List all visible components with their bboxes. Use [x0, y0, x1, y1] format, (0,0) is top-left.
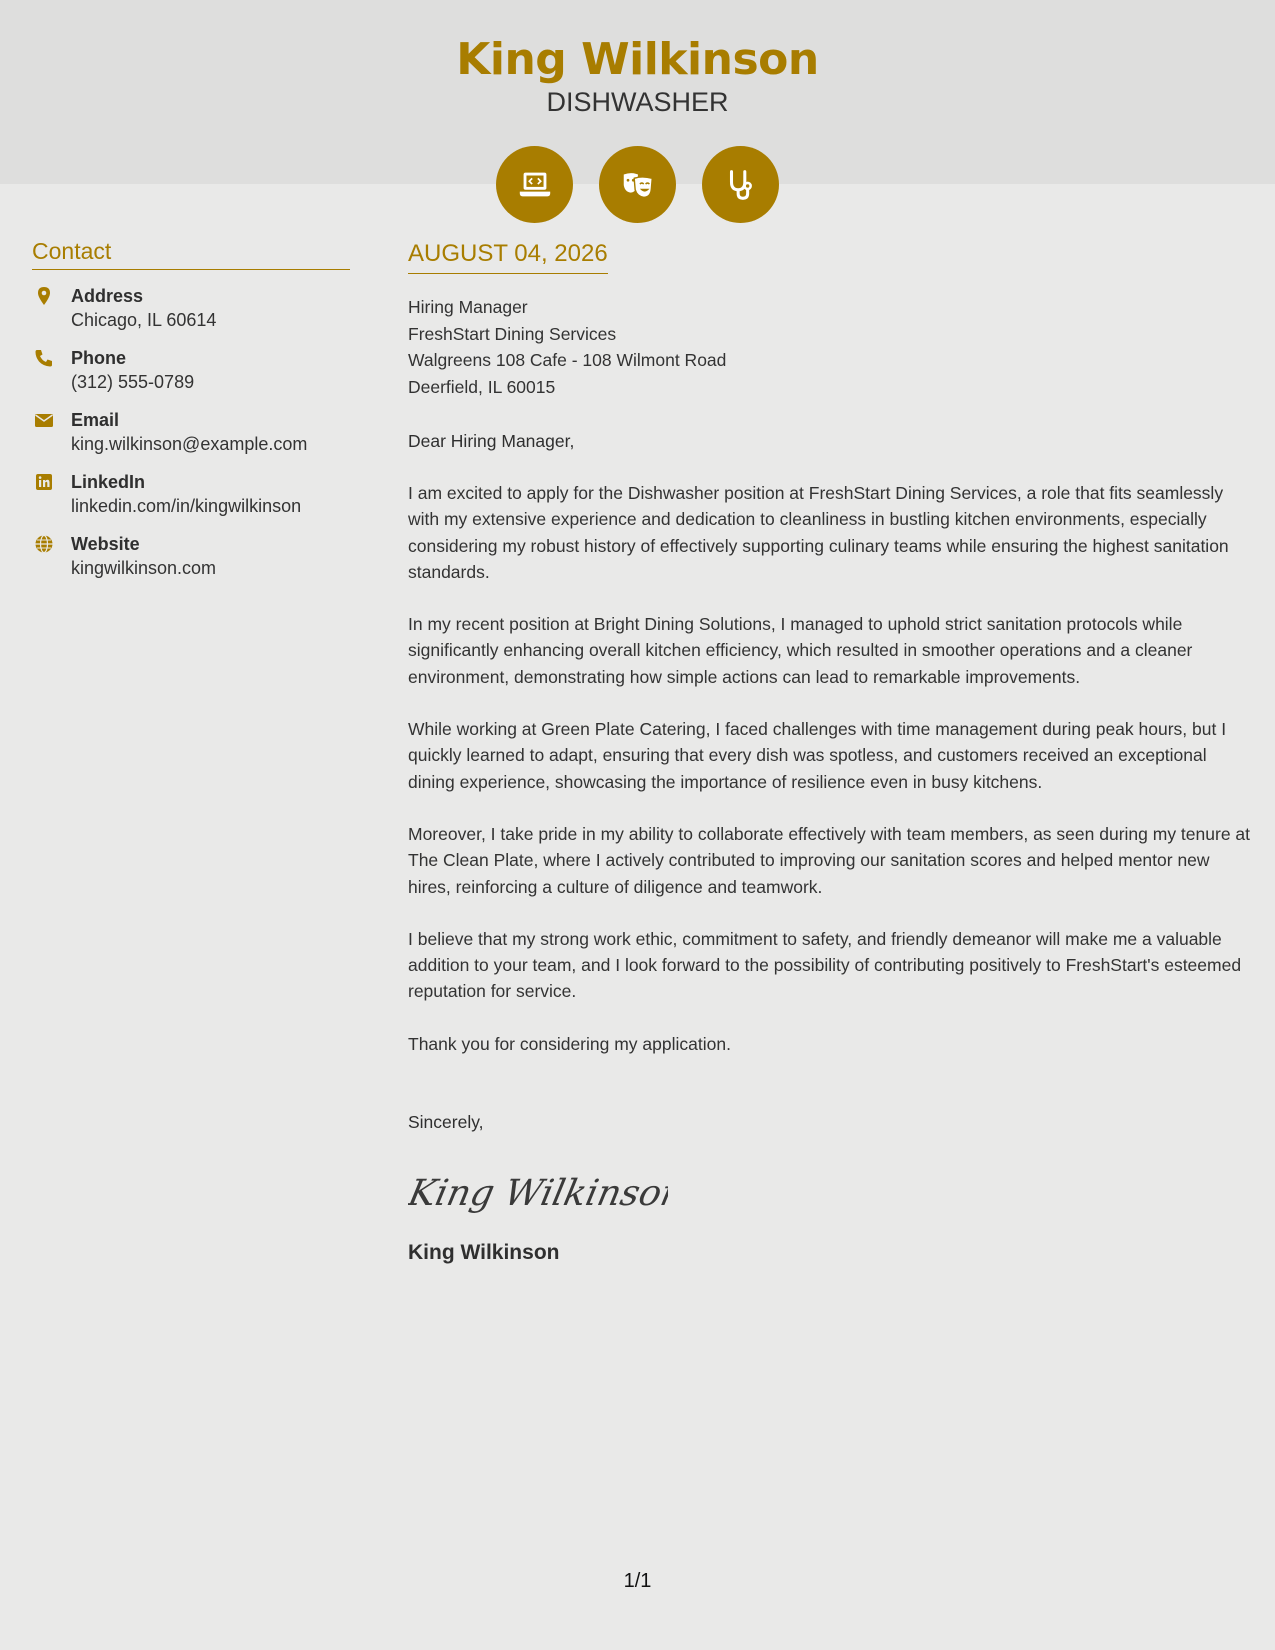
letter-paragraph: I believe that my strong work ethic, commitment to safety, and friendly demeanor will make me a valuable addition to your team, and I look forward to the possibility of contributing positively to FreshStart's esteemed reputation for service. — [408, 928, 1242, 1002]
recipient-line: Deerfield, IL 60015 — [408, 376, 556, 397]
letter-paragraph: Thank you for considering my application. — [408, 1033, 731, 1054]
contact-label: Address — [71, 286, 144, 306]
job-title: DISHWASHER — [546, 87, 729, 117]
envelope-icon — [34, 410, 54, 430]
letter-paragraph: I am excited to apply for the Dishwasher position at FreshStart Dining Services, a role that fits seamlessly with my extensive experience and dedication to cleanliness in bustling kitchen environments, especially considering my robust history of effectively supporting culinary teams while ensuring the highest sanitation standards. — [408, 483, 1229, 582]
recipient-block — [408, 294, 1253, 400]
contact-address — [32, 284, 350, 332]
contact-linkedin — [32, 470, 350, 518]
contact-label: LinkedIn — [71, 472, 146, 492]
contact-website — [32, 532, 350, 580]
globe-icon — [34, 534, 54, 554]
contact-email — [32, 408, 350, 456]
letter-body — [408, 240, 1253, 1265]
contact-label: Phone — [71, 348, 127, 368]
signature-text: King Wilkinson — [408, 1171, 668, 1214]
salutation: Dear Hiring Manager, — [408, 431, 575, 451]
header-icons — [496, 146, 779, 223]
recipient-line: Walgreens 108 Cafe - 108 Wilmont Road — [408, 350, 727, 370]
letter-date: AUGUST 04, 2026 — [408, 240, 608, 274]
page-number: 1/1 — [623, 1570, 652, 1592]
contact-value: linkedin.com/in/kingwilkinson — [71, 496, 302, 516]
theater-masks-icon — [599, 146, 676, 223]
contact-heading: Contact — [32, 238, 350, 270]
letter-paragraph: In my recent position at Bright Dining Solutions, I managed to uphold strict sanitation protocols while significantly enhancing overall kitchen efficiency, which resulted in smoother operations and a cleaner environment, demonstrating how simple actions can lead to remarkable improvements. — [408, 614, 1193, 687]
location-pin-icon — [34, 286, 54, 306]
letter-paragraph: Moreover, I take pride in my ability to collaborate effectively with team members, as seen during my tenure at The Clean Plate, where I actively contributed to improving our sanitation scores and helped mentor new hires, reinforcing a culture of diligence and teamwork. — [408, 823, 1251, 897]
contact-value: Chicago, IL 60614 — [71, 310, 217, 330]
signer-name: King Wilkinson — [408, 1241, 560, 1265]
contact-sidebar — [32, 238, 350, 594]
closing: Sincerely, — [408, 1112, 484, 1133]
recipient-line: Hiring Manager — [408, 297, 528, 317]
contact-label: Email — [71, 410, 120, 430]
contact-value: king.wilkinson@example.com — [71, 434, 308, 454]
applicant-name: King Wilkinson — [456, 34, 819, 85]
recipient-line: FreshStart Dining Services — [408, 323, 617, 344]
stethoscope-icon — [702, 146, 779, 223]
contact-phone — [32, 346, 350, 394]
contact-value: (312) 555-0789 — [71, 372, 195, 392]
handwritten-signature — [408, 1161, 1253, 1223]
contact-value: kingwilkinson.com — [71, 558, 217, 578]
laptop-code-icon — [496, 146, 573, 223]
contact-label: Website — [71, 534, 140, 554]
linkedin-icon — [34, 472, 54, 492]
letter-paragraph: While working at Green Plate Catering, I faced challenges with time management during peak hours, but I quickly learned to adapt, ensuring that every dish was spotless, and customers received an exceptional dining experience, showcasing the importance of resilience even in busy kitchens. — [408, 719, 1227, 792]
phone-icon — [34, 348, 54, 368]
